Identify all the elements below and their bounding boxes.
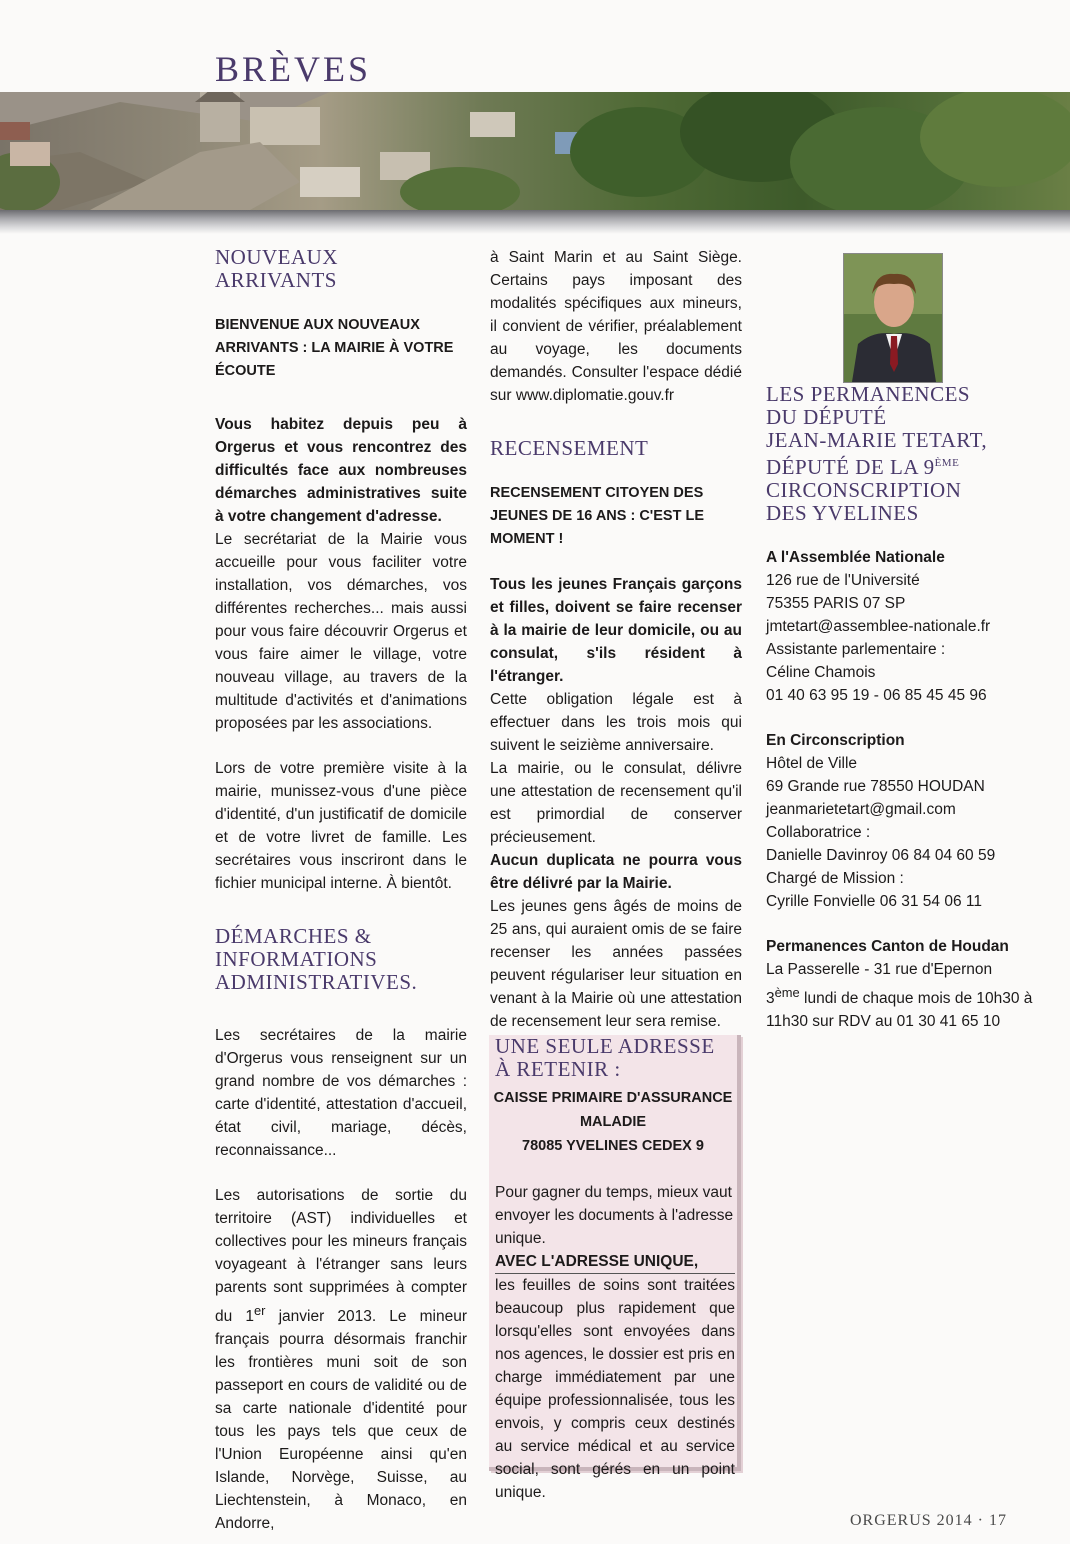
- paragraph: les feuilles de soins sont traitées beaucoup plus rapidement que lorsqu'elles sont envoyées dans nos agences, le dossier est pris en charge immédiatement par une équipe professionnalisée, tous les envois, y compris ceux destinés au service médical et au service social, sont gérés en un point unique.: [495, 1277, 735, 1501]
- section-title-permanences: LES PERMANENCES DU DÉPUTÉ JEAN-MARIE TETART, DÉPUTÉ DE LA 9ÈME CIRCONSCRIPTION DES YVELINES: [766, 382, 988, 525]
- contact-canton: Permanences Canton de Houdan La Passerelle - 31 rue d'Epernon 3ème lundi de chaque mois de 10h30 à 11h30 sur RDV au 01 30 41 65 10: [766, 938, 1033, 1031]
- banner-shadow: [0, 210, 1070, 234]
- paragraph-lead: Vous habitez depuis peu à Orgerus et vous rencontrez des difficultés face aux nombreuses démarches administratives suite à votre changement d'adresse.: [215, 416, 467, 525]
- deputy-portrait: [843, 253, 943, 383]
- page-title: BRÈVES: [215, 49, 372, 89]
- section-title-demarches: DÉMARCHES & INFORMATIONS ADMINISTRATIVES.: [215, 924, 418, 994]
- contact-assemblee: A l'Assemblée Nationale 126 rue de l'Université 75355 PARIS 07 SP jmtetart@assemblee-nationale.fr Assistante parlementaire : Céline Chamois 01 40 63 95 19 - 06 85 45 45 96: [766, 549, 991, 704]
- paragraph: Lors de votre première visite à la mairie, munissez-vous d'une pièce d'identité, d'un justificatif de domicile et de votre livret de famille. Les secrétaires vous inscriront dans le fichier municipal interne. À bientôt.: [215, 760, 467, 892]
- paragraph: Les jeunes gens âgés de moins de 25 ans, qui auraient omis de se faire recenser les années passées peuvent régulariser leur situation en venant à la Mairie où une attestation de recensement leur sera remise.: [490, 898, 742, 1030]
- column-middle: [490, 246, 742, 1033]
- column-right: [766, 546, 1033, 1033]
- address-block: CAISSE PRIMAIRE D'ASSURANCE MALADIE 78085 YVELINES CEDEX 9: [493, 1090, 733, 1154]
- address-box-title: UNE SEULE ADRESSE À RETENIR :: [495, 1034, 715, 1081]
- paragraph: Les secrétaires de la mairie d'Orgerus vous renseignent sur un grand nombre de vos démarches : carte d'identité, attestation d'accueil, état civil, mariage, décès, reconnaissance...: [215, 1027, 467, 1159]
- paragraph-bold: Aucun duplicata ne pourra vous être délivré par la Mairie.: [490, 852, 742, 892]
- page-footer: ORGERUS 2014 · 17: [850, 1512, 1008, 1529]
- section-title-nouveaux-arrivants: NOUVEAUX ARRIVANTS: [215, 245, 338, 292]
- column-left: [215, 246, 467, 1535]
- paragraph: Les autorisations de sortie du territoire (AST) individuelles et collectives pour les mineurs français voyageant à l'étranger sans leurs parents sont supprimées à compter du 1er janvier 2013. Le mineur français pourra désormais franchir les frontières muni soit de son passeport en cours de validité ou de sa carte nationale d'identité pour tous les pays tels que ceux de l'Union Européenne ainsi qu'en Islande, Norvège, Suisse, au Liechtenstein, à Monaco, en Andorre,: [215, 1187, 467, 1533]
- paragraph: Pour gagner du temps, mieux vaut envoyer les documents à l'adresse unique.: [495, 1184, 734, 1247]
- section-subtitle: RECENSEMENT CITOYEN DES JEUNES DE 16 ANS : C'EST LE MOMENT !: [490, 485, 705, 547]
- paragraph: Le secrétariat de la Mairie vous accueille pour vous faciliter votre installation, vos démarches, vos différentes recherches... mais aussi pour vous faire découvrir Orgerus et vous faire aimer le village, votre nouveau village, au travers de la multitude d'activités et d'animations proposées par les associations.: [215, 531, 467, 732]
- contact-circonscription: En Circonscription Hôtel de Ville 69 Grande rue 78550 HOUDAN jeanmarietetart@gmail.com Collaboratrice : Danielle Davinroy 06 84 04 60 59 Chargé de Mission : Cyrille Fonvielle 06 31 54 06 11: [766, 732, 996, 910]
- village-aerial-photo: [0, 92, 1070, 210]
- address-box-body: [495, 1181, 735, 1504]
- paragraph: à Saint Marin et au Saint Siège. Certains pays imposant des modalités spécifiques aux mineurs, il convient de vérifier, préalablement au voyage, les documents demandés. Consulter l'espace dédié sur www.diplomatie.gouv.fr: [490, 249, 742, 404]
- paragraph-bold: AVEC L'ADRESSE UNIQUE,: [495, 1250, 735, 1274]
- section-subtitle: BIENVENUE AUX NOUVEAUX ARRIVANTS : LA MAIRIE À VOTRE ÉCOUTE: [215, 317, 454, 379]
- section-title-recensement: RECENSEMENT: [490, 436, 649, 460]
- paragraph: Cette obligation légale est à effectuer dans les trois mois qui suivent le seizième anniversaire.: [490, 691, 742, 754]
- paragraph: La mairie, ou le consulat, délivre une attestation de recensement qu'il est primordial de conserver précieusement.: [490, 760, 742, 846]
- paragraph-lead: Tous les jeunes Français garçons et filles, doivent se faire recenser à la mairie de leur domicile, ou au consulat, s'ils résident à l'étranger.: [490, 576, 742, 685]
